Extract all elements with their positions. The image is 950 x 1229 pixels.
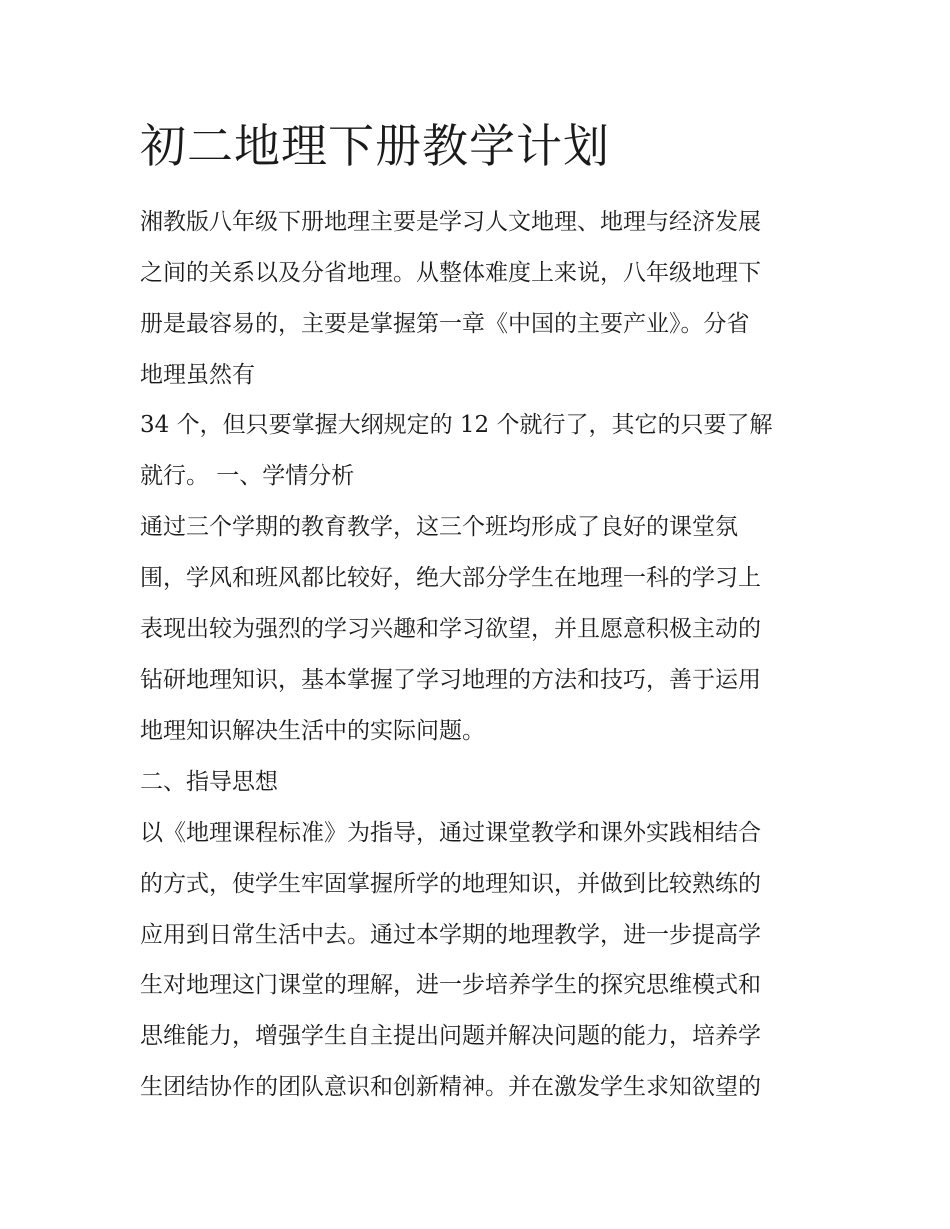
- text-line: 生团结协作的团队意识和创新精神。并在激发学生求知欲望的: [140, 1074, 761, 1100]
- text-line: 湘教版八年级下册地理主要是学习人文地理、地理与经济发展: [140, 209, 761, 235]
- section-heading: 二、指导思想: [140, 769, 278, 795]
- text-line: 思维能力，增强学生自主提出问题并解决问题的能力，培养学: [140, 1023, 761, 1049]
- section-heading-line: 就行。 一、学情分析: [140, 463, 355, 489]
- text-line: 以《地理课程标准》为指导，通过课堂教学和课外实践相结合: [140, 820, 761, 846]
- text-line: 的方式，使学生牢固掌握所学的地理知识，并做到比较熟练的: [140, 871, 761, 897]
- text-line: 表现出较为强烈的学习兴趣和学习欲望，并且愿意积极主动的: [140, 616, 761, 642]
- text-line: 地理虽然有: [140, 362, 255, 388]
- text-line: 通过三个学期的教育教学，这三个班均形成了良好的课堂氛: [140, 514, 738, 540]
- text-line: 生对地理这门课堂的理解，进一步培养学生的探究思维模式和: [140, 972, 761, 998]
- page-title: 初二地理下册教学计划: [140, 119, 610, 173]
- text-line: 34 个，但只要掌握大纲规定的 12 个就行了，其它的只要了解: [140, 412, 773, 438]
- text-line: 钻研地理知识，基本掌握了学习地理的方法和技巧，善于运用: [140, 667, 761, 693]
- text-line: 应用到日常生活中去。通过本学期的地理教学，进一步提高学: [140, 922, 761, 948]
- text-line: 围，学风和班风都比较好，绝大部分学生在地理一科的学习上: [140, 565, 761, 591]
- text-line: 地理知识解决生活中的实际问题。: [140, 718, 485, 744]
- text-line: 之间的关系以及分省地理。从整体难度上来说，八年级地理下: [140, 260, 761, 286]
- text-line: 册是最容易的，主要是掌握第一章《中国的主要产业》。分省: [140, 311, 750, 337]
